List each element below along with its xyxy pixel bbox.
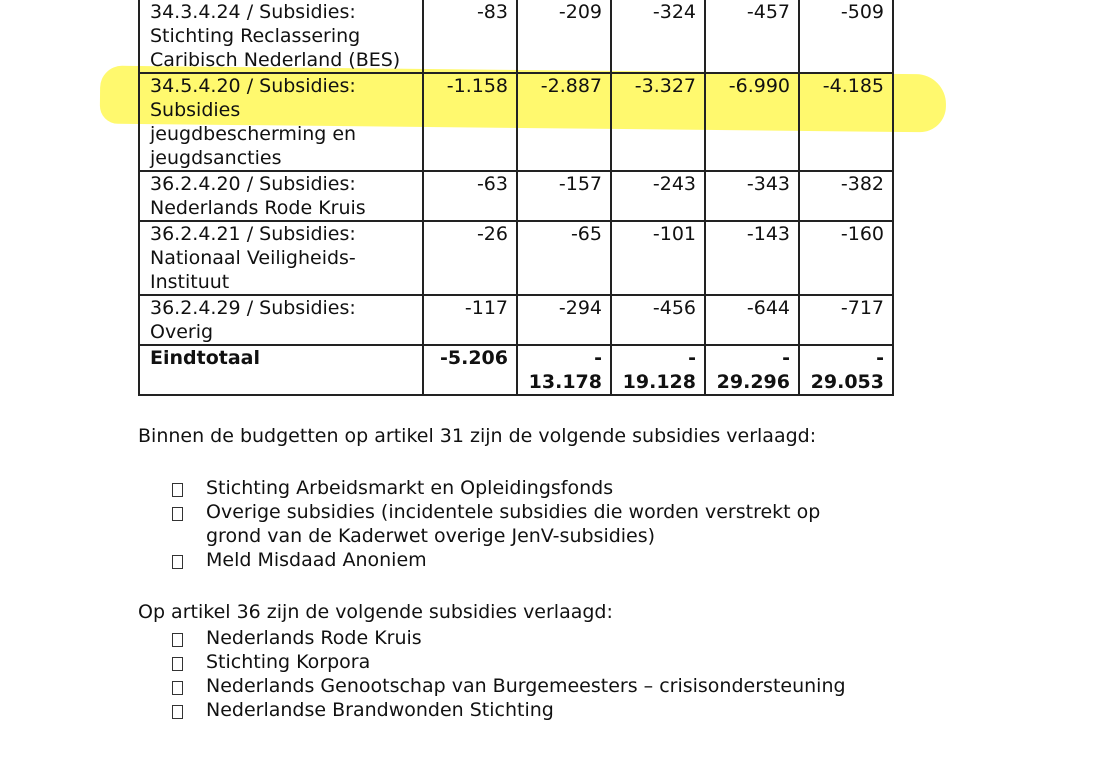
total-sign: - xyxy=(782,347,790,369)
list-item-text: Nederlandse Brandwonden Stichting xyxy=(206,699,554,721)
checkbox-glyph-icon xyxy=(172,555,183,569)
total-value-text: -5.206 xyxy=(440,347,508,369)
row-value: -644 xyxy=(705,295,799,345)
checkbox-glyph-icon xyxy=(172,633,183,647)
row-value: -324 xyxy=(611,0,705,73)
row-value: -717 xyxy=(799,295,893,345)
row-description: 36.2.4.21 / Subsidies: Nationaal Veiligheids-Instituut xyxy=(139,221,423,295)
row-value: -4.185 xyxy=(799,73,893,171)
list-item-text: Meld Misdaad Anoniem xyxy=(206,549,427,571)
row-description: 34.5.4.20 / Subsidies: Subsidies jeugdbescherming en jeugdsancties xyxy=(139,73,423,171)
total-sign: - xyxy=(594,347,602,369)
list-item xyxy=(172,626,872,650)
row-value: -2.887 xyxy=(517,73,611,171)
row-value: -509 xyxy=(799,0,893,73)
list-item-text: Stichting Arbeidsmarkt en Opleidingsfonds xyxy=(206,477,614,499)
row-value: -382 xyxy=(799,171,893,221)
total-value xyxy=(799,345,893,395)
subsidies-table xyxy=(138,0,894,396)
list-item xyxy=(172,650,872,674)
section-2-list xyxy=(172,626,872,722)
total-sign: - xyxy=(876,347,884,369)
row-value: -65 xyxy=(517,221,611,295)
list-item xyxy=(172,500,872,548)
row-description: 36.2.4.29 / Subsidies: Overig xyxy=(139,295,423,345)
total-value-text: 13.178 xyxy=(528,371,602,393)
row-value: -209 xyxy=(517,0,611,73)
list-item xyxy=(172,548,872,572)
section-2-intro: Op artikel 36 zijn de volgende subsidies verlaagd: xyxy=(138,601,613,623)
row-value: -160 xyxy=(799,221,893,295)
row-value: -26 xyxy=(423,221,517,295)
list-item-text: Nederlands Rode Kruis xyxy=(206,627,422,649)
total-sign: - xyxy=(688,347,696,369)
list-item xyxy=(172,674,872,698)
total-label: Eindtotaal xyxy=(139,345,423,395)
row-value: -6.990 xyxy=(705,73,799,171)
list-item xyxy=(172,476,872,500)
list-item-text: Stichting Korpora xyxy=(206,651,371,673)
row-value: -3.327 xyxy=(611,73,705,171)
checkbox-glyph-icon xyxy=(172,705,183,719)
row-value: -83 xyxy=(423,0,517,73)
row-value: -343 xyxy=(705,171,799,221)
total-row xyxy=(139,345,893,395)
table-row-highlighted xyxy=(139,73,893,171)
row-value: -157 xyxy=(517,171,611,221)
section-1-list xyxy=(172,476,872,572)
row-value: -1.158 xyxy=(423,73,517,171)
total-value-text: 19.128 xyxy=(622,371,696,393)
section-1-intro: Binnen de budgetten op artikel 31 zijn de volgende subsidies verlaagd: xyxy=(138,425,817,447)
checkbox-glyph-icon xyxy=(172,507,183,521)
row-value: -243 xyxy=(611,171,705,221)
row-value: -294 xyxy=(517,295,611,345)
list-item xyxy=(172,698,872,722)
row-value: -117 xyxy=(423,295,517,345)
row-value: -101 xyxy=(611,221,705,295)
total-value xyxy=(705,345,799,395)
total-value xyxy=(611,345,705,395)
checkbox-glyph-icon xyxy=(172,483,183,497)
checkbox-glyph-icon xyxy=(172,681,183,695)
list-item-text: Nederlands Genootschap van Burgemeesters – crisisondersteuning xyxy=(206,675,846,697)
table-row xyxy=(139,221,893,295)
checkbox-glyph-icon xyxy=(172,657,183,671)
row-value: -457 xyxy=(705,0,799,73)
total-value-text: 29.296 xyxy=(716,371,790,393)
table-row xyxy=(139,295,893,345)
table-row xyxy=(139,171,893,221)
list-item-text: Overige subsidies (incidentele subsidies die worden verstrekt op grond van de Kaderwet overige JenV-subsidies) xyxy=(206,501,821,547)
total-value xyxy=(517,345,611,395)
row-description: 36.2.4.20 / Subsidies: Nederlands Rode Kruis xyxy=(139,171,423,221)
row-value: -63 xyxy=(423,171,517,221)
table-row xyxy=(139,0,893,73)
row-description: 34.3.4.24 / Subsidies: Stichting Reclassering Caribisch Nederland (BES) xyxy=(139,0,423,73)
total-value-text: 29.053 xyxy=(810,371,884,393)
total-value xyxy=(423,345,517,395)
row-value: -456 xyxy=(611,295,705,345)
row-value: -143 xyxy=(705,221,799,295)
